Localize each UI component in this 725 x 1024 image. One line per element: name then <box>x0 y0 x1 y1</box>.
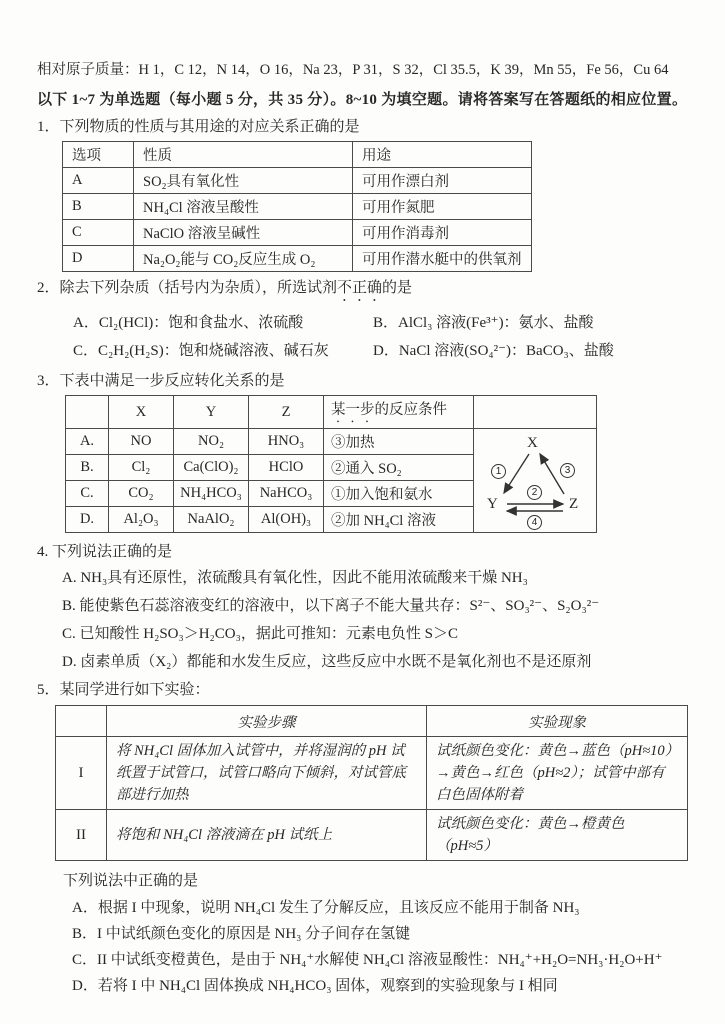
question-4-stem: 4. 下列说法正确的是 <box>37 544 173 560</box>
table-cell: NH₄HCO₃ <box>174 481 249 507</box>
table-row <box>63 168 532 194</box>
table-cell: ③加热 <box>324 429 474 455</box>
q5-options <box>72 898 692 996</box>
question-2-stem <box>37 278 692 305</box>
table-header-row <box>63 142 532 168</box>
question-1-stem: 1．下列物质的性质与其用途的对应关系正确的是 <box>37 119 360 135</box>
q1-table <box>62 141 532 272</box>
q2-option-b: B．AlCl₃ 溶液(Fe³⁺)：氨水、盐酸 <box>373 315 594 331</box>
table-cell: 可用作氮肥 <box>353 194 532 220</box>
table-cell: C <box>63 220 134 246</box>
table-cell: D. <box>66 507 109 533</box>
atomic-masses-line: 相对原子质量：H 1，C 12，N 14，O 16，Na 23，P 31，S 32，Cl 35.5，K 39，Mn 55，Fe 56，Cu 64 <box>37 62 669 78</box>
q5-option-d: D．若将 I 中 NH₄Cl 固体换成 NH₄HCO₃ 固体，观察到的实验现象与 I 相同 <box>72 978 558 994</box>
table-cell: D <box>63 246 134 272</box>
q1-header-property: 性质 <box>134 142 353 168</box>
diagram-node-x: X <box>527 434 538 451</box>
q3-header-diagram <box>474 396 597 429</box>
q2-stem-emphasized: 不正确 <box>337 280 383 296</box>
q5-header-observations: 实验现象 <box>427 706 688 737</box>
diagram-step-2-badge: 2 <box>527 485 542 500</box>
diagram-step-3-badge: 3 <box>560 463 575 478</box>
table-cell: Na₂O₂能与 CO₂反应生成 O₂ <box>134 246 353 272</box>
diagram-step-4-badge: 4 <box>527 515 542 530</box>
table-cell: Al₂O₃ <box>109 507 174 533</box>
q3-conversion-diagram <box>474 429 597 533</box>
q4-option-d: D. 卤素单质（X₂）都能和水发生反应，这些反应中水既不是氧化剂也不是还原剂 <box>62 654 592 670</box>
table-cell: 可用作消毒剂 <box>353 220 532 246</box>
q3-header-corner <box>66 396 109 429</box>
diagram-node-y: Y <box>487 495 498 512</box>
q4-option-c: C. 已知酸性 H₂SO₃＞H₂CO₃，据此可推知：元素电负性 S＞C <box>62 626 458 642</box>
table-cell: NO₂ <box>174 429 249 455</box>
q1-header-use: 用途 <box>353 142 532 168</box>
q4-options <box>62 568 692 672</box>
q3-condition-emphasized: 某一步 <box>331 402 375 418</box>
table-header-row <box>66 396 597 429</box>
q5-header-corner <box>56 706 107 737</box>
q5-table <box>55 705 688 861</box>
table-cell: NH₄Cl 溶液呈酸性 <box>134 194 353 220</box>
table-cell: NO <box>109 429 174 455</box>
table-cell: 可用作潜水艇中的供氧剂 <box>353 246 532 272</box>
table-row <box>56 737 688 810</box>
q3-header-z: Z <box>249 396 324 429</box>
table-cell: ②加 NH₄Cl 溶液 <box>324 507 474 533</box>
table-cell: HNO₃ <box>249 429 324 455</box>
table-cell: C. <box>66 481 109 507</box>
q5-option-c: C．II 中试纸变橙黄色，是由于 NH₄⁺水解使 NH₄Cl 溶液显酸性：NH₄⁺+H₂O=NH₃·H₂O+H⁺ <box>72 952 663 968</box>
table-row <box>56 810 688 861</box>
q5-experiment-observation: 试纸颜色变化：黄色→橙黄色（pH≈5） <box>427 810 688 861</box>
table-cell: NaHCO₃ <box>249 481 324 507</box>
table-cell: 可用作漂白剂 <box>353 168 532 194</box>
q5-row-label: II <box>56 810 107 861</box>
q2-options <box>73 313 692 361</box>
q3-header-condition <box>324 396 474 429</box>
q3-header-y: Y <box>174 396 249 429</box>
q3-condition-rest: 的反应条件 <box>374 402 447 418</box>
table-cell: NaClO 溶液呈碱性 <box>134 220 353 246</box>
q1-header-option: 选项 <box>63 142 134 168</box>
table-cell: A <box>63 168 134 194</box>
exam-content <box>37 60 692 1002</box>
q5-experiment-observation: 试纸颜色变化：黄色→蓝色（pH≈10）→黄色→红色（pH≈2）；试管中部有白色固体附着 <box>427 737 688 810</box>
diagram-node-z: Z <box>569 495 579 512</box>
table-cell: Al(OH)₃ <box>249 507 324 533</box>
q2-stem-post: 的是 <box>382 280 413 296</box>
q5-header-steps: 实验步骤 <box>107 706 427 737</box>
q2-option-a: A．Cl₂(HCl)：饱和食盐水、浓硫酸 <box>73 315 304 331</box>
q4-option-a: A. NH₃具有还原性，浓硫酸具有氧化性，因此不能用浓硫酸来干燥 NH₃ <box>62 570 528 586</box>
table-cell: NaAlO₂ <box>174 507 249 533</box>
question-3-stem: 3．下表中满足一步反应转化关系的是 <box>37 373 285 389</box>
q3-header-x: X <box>109 396 174 429</box>
q5-followup-stem: 下列说法中正确的是 <box>63 873 199 889</box>
question-5-stem: 5．某同学进行如下实验： <box>37 682 210 698</box>
table-cell: HClO <box>249 455 324 481</box>
q5-experiment-steps: 将 NH₄Cl 固体加入试管中，并将湿润的 pH 试纸置于试管口，试管口略向下倾斜，对试管底部进行加热 <box>107 737 427 810</box>
table-cell: Ca(ClO)₂ <box>174 455 249 481</box>
table-header-row <box>56 706 688 737</box>
xyz-triangle-diagram <box>474 431 596 531</box>
q2-stem-pre: 2．除去下列杂质（括号内为杂质），所选试剂 <box>37 280 338 296</box>
table-cell: ①加入饱和氨水 <box>324 481 474 507</box>
table-cell: Cl₂ <box>109 455 174 481</box>
diagram-step-1-badge: 1 <box>491 464 506 479</box>
q2-option-c: C．C₂H₂(H₂S)：饱和烧碱溶液、碱石灰 <box>73 343 329 359</box>
q2-option-d: D．NaCl 溶液(SO₄²⁻)：BaCO₃、盐酸 <box>373 343 614 359</box>
table-cell: A. <box>66 429 109 455</box>
table-cell: B. <box>66 455 109 481</box>
q4-option-b: B. 能使紫色石蕊溶液变红的溶液中，以下离子不能大量共存：S²⁻、SO₃²⁻、S₂O₃²⁻ <box>62 598 600 614</box>
table-row <box>63 246 532 272</box>
q5-option-a: A．根据 I 中现象，说明 NH₄Cl 发生了分解反应，且该反应不能用于制备 NH₃ <box>72 900 580 916</box>
table-cell: SO₂具有氧化性 <box>134 168 353 194</box>
q5-row-label: I <box>56 737 107 810</box>
table-row <box>63 220 532 246</box>
q5-experiment-steps: 将饱和 NH₄Cl 溶液滴在 pH 试纸上 <box>107 810 427 861</box>
section-instructions: 以下 1~7 为单选题（每小题 5 分，共 35 分）。8~10 为填空题。请将答案写在答题纸的相应位置。 <box>37 92 688 108</box>
q5-option-b: B．I 中试纸颜色变化的原因是 NH₃ 分子间存在氢键 <box>72 926 411 942</box>
table-cell: ②通入 SO₂ <box>324 455 474 481</box>
q3-table <box>65 395 597 533</box>
table-cell: B <box>63 194 134 220</box>
table-row <box>63 194 532 220</box>
table-row <box>66 429 597 455</box>
table-cell: CO₂ <box>109 481 174 507</box>
